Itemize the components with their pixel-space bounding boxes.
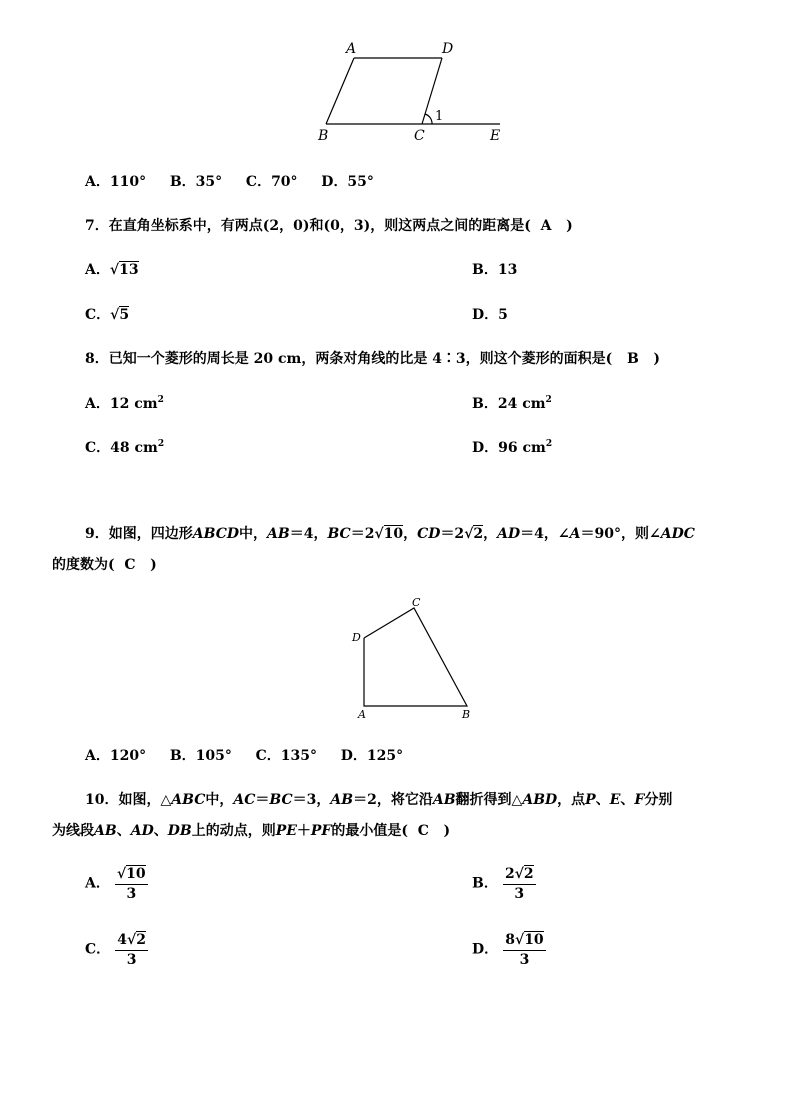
sqrt-sign: √ — [116, 866, 127, 882]
fraction — [115, 864, 148, 903]
q9-t1: 如图，四边形 — [108, 526, 193, 542]
label-angle-1: 1 — [435, 109, 444, 124]
q9-adc: ADC — [660, 526, 695, 542]
q9-a: A — [569, 526, 581, 542]
q6-option-b: B．35° — [169, 174, 223, 190]
q8-stem: 已知一个菱形的周长是 20 cm，两条对角线的比是 4∶3，则这个菱形的面积是( — [108, 351, 613, 367]
q10-c-label: C． — [85, 941, 111, 958]
q10-l2-pe: PE — [275, 823, 297, 839]
q10-t2: 中， — [205, 792, 234, 808]
q9-question-line2 — [52, 556, 157, 574]
fraction — [115, 930, 148, 969]
q8-option-d — [472, 439, 552, 457]
figure-quadrilateral — [340, 595, 490, 725]
q9-cd: CD — [417, 526, 441, 542]
q9-option-d: D．125° — [340, 748, 404, 764]
q10-l2-t2: 上的动点，则 — [191, 823, 276, 839]
q9-t2: 中， — [239, 526, 267, 542]
q10-eq1: ＝ — [255, 792, 270, 808]
q6-option-c: C．70° — [245, 174, 298, 190]
q10-l2-ab: AB — [94, 823, 117, 839]
q10-ab2: AB — [432, 792, 456, 808]
q10-t5: 分别 — [644, 792, 673, 808]
q9-question-line1 — [85, 525, 695, 543]
q10-t4: ，点 — [557, 792, 586, 808]
q10-close: ) — [443, 823, 451, 839]
q10-sep2: 、 — [620, 792, 635, 808]
q10-option-a — [85, 864, 148, 903]
q9-eq5: ＝90°，则∠ — [580, 526, 661, 542]
label-d: D — [352, 631, 361, 644]
q8-question — [85, 350, 660, 368]
q10-eq2: ＝3， — [292, 792, 331, 808]
label-b: B — [462, 708, 471, 721]
q10-e: E — [609, 792, 621, 808]
q9-options — [85, 747, 403, 765]
q10-a-rad: 10 — [126, 866, 146, 882]
q7-c-prefix: C． — [85, 307, 111, 323]
q10-l2-pf: PF — [310, 823, 332, 839]
q7-stem: 在直角坐标系中，有两点(2，0)和(0，3)，则这两点之间的距离是( — [108, 218, 531, 234]
sqrt-sign: √ — [514, 866, 524, 882]
sqrt-sign: √ — [110, 307, 120, 323]
sqrt-sign: √ — [374, 526, 384, 542]
q10-b-coef: 2 — [504, 866, 515, 882]
q8-a-text: A．12 cm — [85, 396, 158, 412]
q9-option-a: A．120° — [85, 748, 147, 764]
label-b: B — [318, 128, 329, 144]
label-c: C — [412, 596, 421, 609]
sqrt-sign: √ — [464, 526, 474, 542]
q10-eq3: ＝2，将它沿 — [353, 792, 433, 808]
q9-eq3: ＝2 — [440, 526, 465, 542]
q7-a-prefix: A． — [85, 262, 110, 278]
q10-c-coef: 4 — [117, 932, 127, 948]
q7-number: 7． — [85, 218, 109, 234]
q10-a-den: 3 — [126, 886, 137, 902]
q10-c-den: 3 — [126, 952, 137, 968]
q8-c-exp: 2 — [157, 439, 165, 449]
label-a: A — [358, 708, 366, 721]
q7-option-d: D．5 — [472, 307, 508, 323]
q7-a-radicand: 13 — [119, 262, 139, 278]
q10-d-den: 3 — [519, 952, 530, 968]
q9-bc-rad: 10 — [383, 526, 404, 542]
q10-l2-t1: 为线段 — [52, 823, 94, 839]
fraction — [503, 864, 536, 903]
q9-comma2: ， — [483, 526, 498, 542]
q6-options — [85, 173, 374, 191]
q9-line2: 的度数为( — [52, 557, 115, 573]
q9-eq4: ＝4，∠ — [520, 526, 570, 542]
label-a: A — [346, 41, 357, 57]
q7-option-b: B．13 — [472, 262, 518, 278]
q9-bc: BC — [327, 526, 351, 542]
q9-ab: AB — [267, 526, 290, 542]
q10-l2-db: DB — [167, 823, 192, 839]
q10-option-d — [472, 930, 546, 969]
q9-cd-rad: 2 — [473, 526, 484, 542]
sqrt-sign: √ — [514, 932, 525, 948]
q10-f: F — [634, 792, 645, 808]
q9-quad: ABCD — [192, 526, 239, 542]
q10-l2-plus: ＋ — [296, 823, 311, 839]
q10-b-label: B． — [472, 875, 498, 892]
q8-b-text: B．24 cm — [472, 396, 546, 412]
q10-t1: 如图，△ — [118, 792, 172, 808]
q9-eq2: ＝2 — [350, 526, 375, 542]
q10-ac: AC — [233, 792, 256, 808]
sqrt-sign: √ — [127, 932, 137, 948]
q10-p: P — [585, 792, 596, 808]
q10-a-label: A． — [85, 875, 110, 892]
q9-close: ) — [150, 557, 157, 573]
q9-option-b: B．105° — [169, 748, 232, 764]
q9-option-c: C．135° — [255, 748, 318, 764]
sqrt-sign: √ — [109, 262, 120, 278]
q10-question-line2 — [52, 822, 450, 840]
q10-l2-t3: 的最小值是( — [331, 823, 408, 839]
q10-b-rad: 2 — [523, 866, 534, 882]
q10-d-coef: 8 — [505, 932, 515, 948]
q10-c-rad: 2 — [136, 932, 146, 948]
q10-l2-ad: AD — [130, 823, 154, 839]
q10-d-label: D． — [472, 941, 499, 958]
q9-comma1: ， — [403, 526, 418, 542]
q7-option-c — [85, 306, 129, 324]
q10-b-den: 3 — [514, 886, 525, 902]
q10-l2-sep2: 、 — [153, 823, 168, 839]
q10-ab: AB — [330, 792, 354, 808]
q10-number: 10． — [85, 792, 119, 808]
q10-bc: BC — [269, 792, 293, 808]
q9-number: 9． — [85, 526, 109, 542]
q8-option-a — [85, 395, 164, 413]
q9-eq1: ＝4， — [289, 526, 328, 542]
label-d: D — [442, 41, 454, 57]
q10-l2-sep1: 、 — [116, 823, 131, 839]
q10-option-b — [472, 864, 536, 903]
q10-option-c — [85, 930, 148, 969]
q6-option-a: A．110° — [85, 174, 147, 190]
q8-d-text: D．96 cm — [472, 440, 546, 456]
q8-a-exp: 2 — [157, 395, 164, 405]
q9-answer: C — [124, 557, 136, 573]
fraction — [503, 930, 545, 969]
q7-question — [85, 217, 573, 235]
q10-t3: 翻折得到△ — [455, 792, 523, 808]
q10-sep1: 、 — [595, 792, 610, 808]
q7-close: ) — [566, 218, 573, 234]
q10-question-line1 — [85, 791, 672, 809]
q8-option-c — [85, 439, 164, 457]
figure-parallelogram — [310, 36, 510, 146]
q8-b-exp: 2 — [545, 395, 552, 405]
q8-d-exp: 2 — [545, 439, 553, 449]
label-e: E — [490, 128, 501, 144]
q8-number: 8． — [85, 351, 109, 367]
q7-answer: A — [540, 218, 552, 234]
q8-option-b — [472, 395, 552, 413]
q10-abc: ABC — [171, 792, 206, 808]
q9-ad: AD — [497, 526, 521, 542]
q8-c-text: C．48 cm — [85, 440, 158, 456]
q8-close: ) — [653, 351, 661, 367]
q8-answer: B — [626, 351, 639, 367]
label-c: C — [414, 128, 425, 144]
q10-abd: ABD — [522, 792, 558, 808]
q6-option-d: D．55° — [321, 174, 374, 190]
q10-answer: C — [417, 823, 429, 839]
q7-c-radicand: 5 — [119, 307, 130, 323]
q7-option-a — [85, 261, 139, 279]
q10-d-rad: 10 — [524, 932, 544, 948]
